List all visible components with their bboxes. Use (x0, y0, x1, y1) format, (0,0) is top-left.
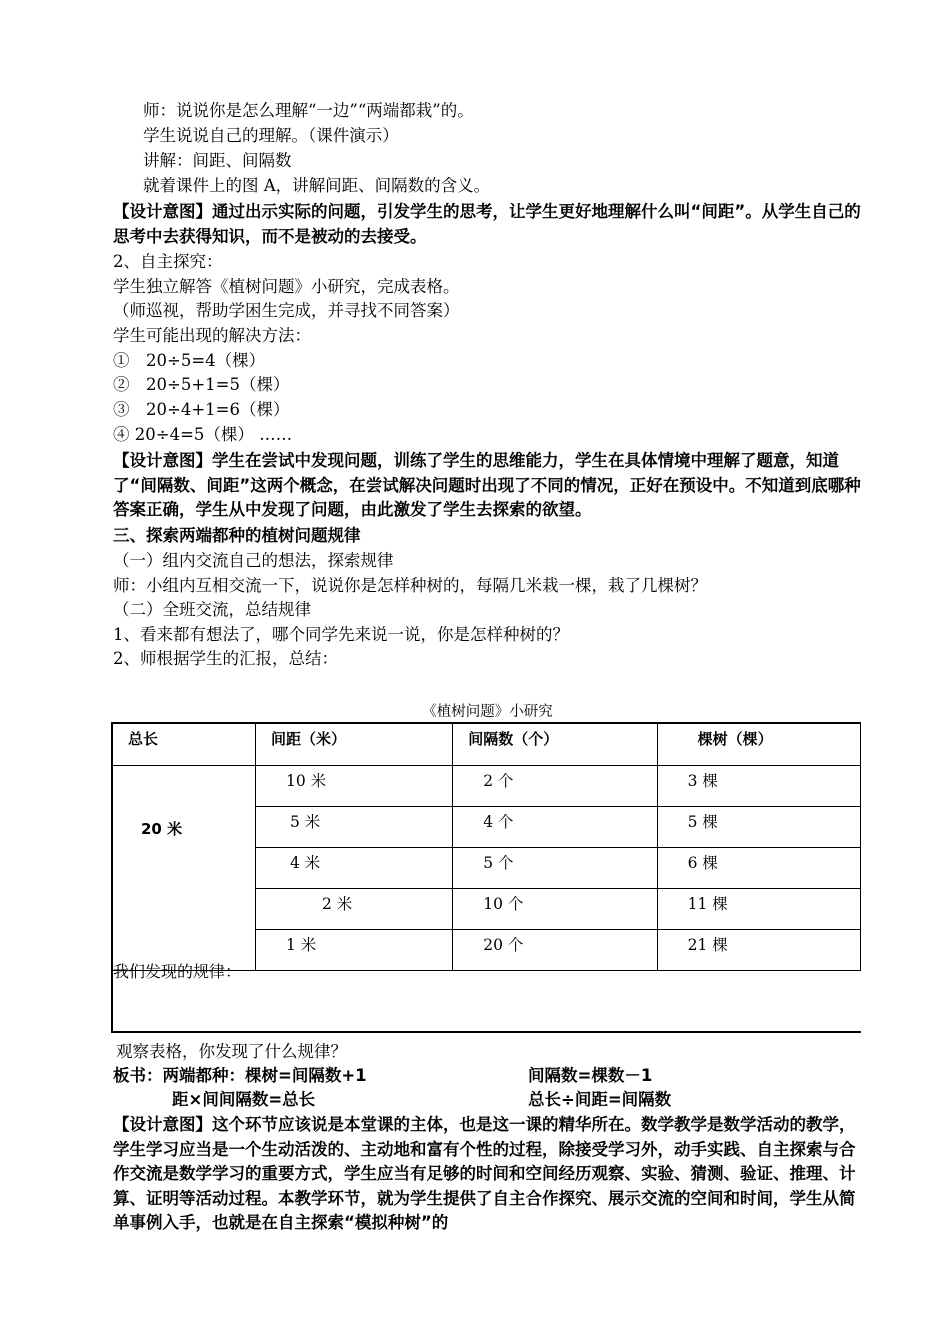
method-4: ④ 20÷4=5（棵） …… (113, 425, 293, 444)
self-explore-task: 学生独立解答《植树问题》小研究，完成表格。 (113, 277, 460, 296)
board-rule-1: 板书：两端都种：棵树=间隔数+1 (113, 1066, 367, 1085)
step-group-exchange: （一）组内交流自己的想法，探索规律 (113, 551, 394, 570)
findings-box (111, 960, 861, 1033)
teacher-question: 师：说说你是怎么理解“一边”“两端都栽”的。 (143, 101, 474, 120)
design-intent-3: 【设计意图】这个环节应该说是本堂课的主体，也是这一课的精华所在。数学教学是数学活动的教学，学生学习应当是一个生动活泼的、主动地和富有个性的过程，除接受学习外，动手实践、自主探索与合作交流是数学学习的重要方式，学生应当有足够的时间和空间经历观察、实验、猜测、验证、推理、计算、证明等活动过程。本教学环节，就为学生提供了自主合作探究、展示交流的空间和时间，学生从简单事例入手，也就是在自主探索“模拟种树”的 (113, 1115, 856, 1232)
intervals-cell: 4 个 (453, 807, 657, 848)
trees-cell: 6 棵 (657, 848, 860, 889)
header-intervals: 间隔数（个） (453, 723, 657, 766)
spacing-cell: 1 米 (255, 930, 452, 971)
lecture-heading: 讲解：间距、间隔数 (143, 151, 292, 170)
design-intent-1: 【设计意图】通过出示实际的问题，引发学生的思考，让学生更好地理解什么叫“间距”。从学生自己的思考中去获得知识，而不是被动的去接受。 (113, 202, 861, 246)
possible-methods-heading: 学生可能出现的解决方法： (113, 326, 311, 345)
board-rule-4: 总长÷间距=间隔数 (528, 1090, 672, 1109)
intervals-cell: 2 个 (453, 766, 657, 807)
intervals-cell: 20 个 (453, 930, 657, 971)
header-total-length: 总长 (112, 723, 255, 766)
findings-label: 我们发现的规律： (113, 962, 242, 981)
header-trees: 棵树（棵） (657, 723, 860, 766)
tree-planting-table (111, 722, 861, 971)
intervals-cell: 5 个 (453, 848, 657, 889)
class-question-1: 1、看来都有想法了，哪个同学先来说一说，你是怎样种树的？ (113, 625, 569, 644)
teacher-group-prompt: 师：小组内互相交流一下，说说你是怎样种树的，每隔几米栽一棵，栽了几棵树？ (113, 576, 707, 595)
spacing-cell: 4 米 (255, 848, 452, 889)
table-row (112, 766, 861, 807)
table-caption: 《植树问题》小研究 (422, 704, 553, 720)
board-rule-3: 距×间间隔数=总长 (172, 1090, 316, 1109)
self-explore-heading: 2、自主探究： (113, 252, 223, 271)
class-question-2: 2、师根据学生的汇报，总结： (113, 649, 338, 668)
trees-cell: 11 棵 (657, 889, 860, 930)
total-length-cell: 20 米 (112, 766, 255, 971)
intervals-cell: 10 个 (453, 889, 657, 930)
student-explain: 学生说说自己的理解。（课件演示） (143, 126, 399, 145)
spacing-cell: 10 米 (255, 766, 452, 807)
trees-cell: 21 棵 (657, 930, 860, 971)
trees-cell: 5 棵 (657, 807, 860, 848)
method-3: ③ 20÷4+1=6（棵） (113, 400, 290, 419)
teacher-patrol: （师巡视，帮助学困生完成，并寻找不同答案） (113, 301, 460, 320)
step-class-exchange: （二）全班交流，总结规律 (113, 600, 311, 619)
section-3-heading: 三、探索两端都种的植树问题规律 (113, 526, 361, 545)
design-intent-2: 【设计意图】学生在尝试中发现问题，训练了学生的思维能力，学生在具体情境中理解了题意，知道了“间隔数、间距”这两个概念，在尝试解决问题时出现了不同的情况，正好在预设中。不知道到底哪种答案正确，学生从中发现了问题，由此激发了学生去探索的欲望。 (113, 451, 861, 519)
table-header-row (112, 723, 861, 766)
observe-question: 观察表格，你发现了什么规律？ (116, 1042, 347, 1061)
lecture-detail: 就着课件上的图 A，讲解间距、间隔数的含义。 (143, 176, 491, 195)
trees-cell: 3 棵 (657, 766, 860, 807)
header-spacing: 间距（米） (255, 723, 452, 766)
method-2: ② 20÷5+1=5（棵） (113, 375, 290, 394)
spacing-cell: 5 米 (255, 807, 452, 848)
method-1: ① 20÷5=4（棵） (113, 351, 266, 370)
board-rule-2: 间隔数=棵数－1 (528, 1066, 653, 1085)
spacing-cell: 2 米 (255, 889, 452, 930)
